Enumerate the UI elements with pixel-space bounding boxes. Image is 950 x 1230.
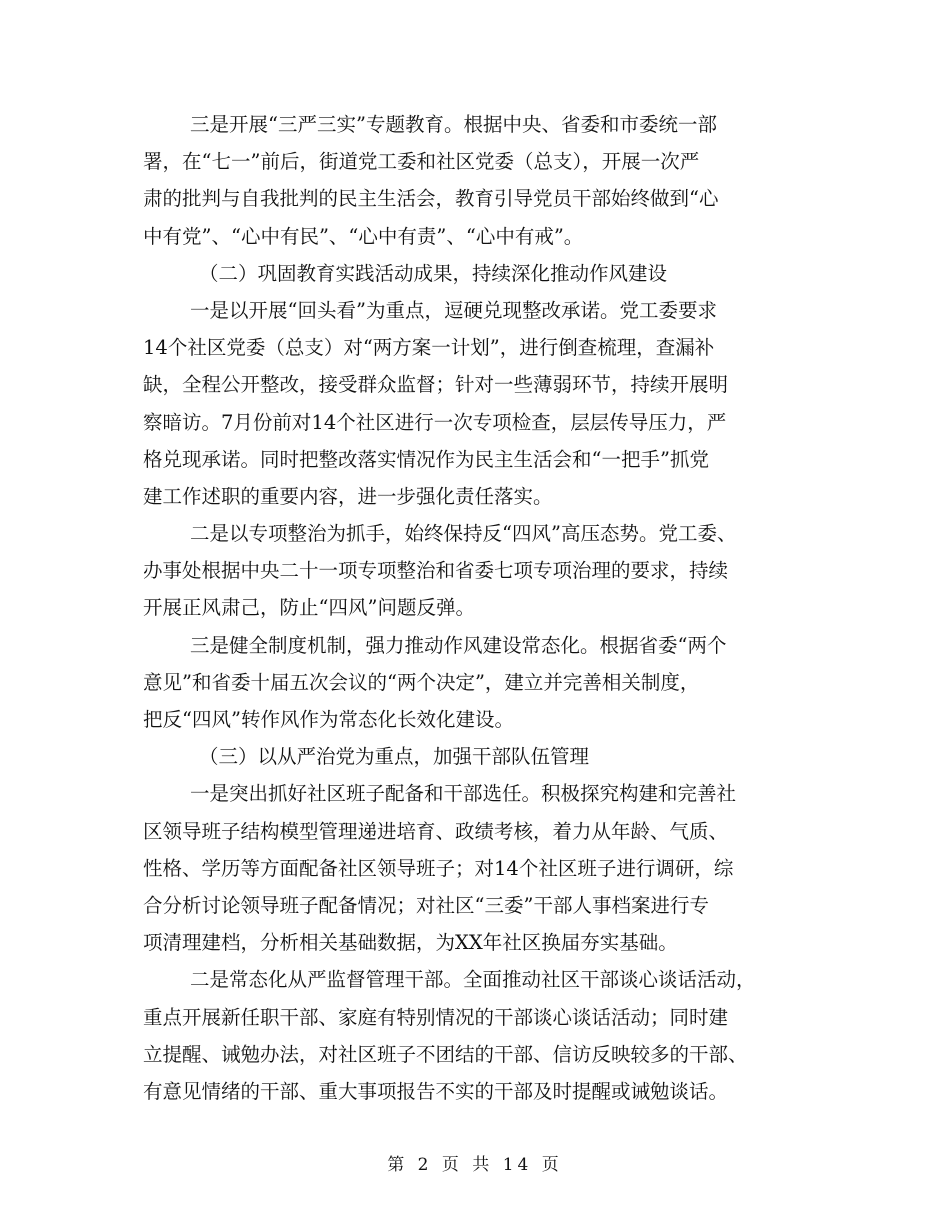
document-body	[143, 106, 813, 1110]
paragraph-line: 建工作述职的重要内容，进一步强化责任落实。	[143, 484, 553, 508]
paragraph-line: 14个社区党委（总支）对“两方案一计划”，进行倒查梳理，查漏补	[143, 336, 715, 360]
paragraph-line: 缺，全程公开整改，接受群众监督；针对一些薄弱环节，持续开展明	[143, 373, 729, 397]
paragraph-line: 格兑现承诺。同时把整改落实情况作为民主生活会和“一把手”抓党	[143, 447, 709, 471]
paragraph-line: 一是以开展“回头看”为重点，逗硬兑现整改承诺。党工委要求	[190, 298, 717, 322]
page-number: 第 2 页 共 14 页	[387, 1155, 563, 1175]
paragraph-line: 把反“四风”转作风作为常态化长效化建设。	[143, 708, 514, 731]
paragraph-line: 中有党”、“心中有民”、“心中有责”、“心中有戒”。	[143, 224, 584, 248]
paragraph-line: 立提醒、诫勉办法，对社区班子不团结的干部、信访反映较多的干部、	[143, 1042, 748, 1066]
paragraph-line: 三是开展“三严三实”专题教育。根据中央、省委和市委统一部	[190, 113, 717, 136]
paragraph-line: 合分析讨论领导班子配备情况；对社区“三委”干部人事档案进行专	[143, 893, 709, 917]
section-heading: （二）巩固教育实践活动成果，持续深化推动作风建设	[199, 261, 668, 285]
paragraph-line: 开展正风肃己，防止“四风”问题反弹。	[143, 596, 475, 620]
paragraph-line: 一是突出抓好社区班子配备和干部选任。积极探究构建和完善社	[190, 782, 737, 806]
section-heading: （三）以从严治党为重点，加强干部队伍管理	[199, 745, 590, 769]
paragraph-line: 肃的批判与自我批判的民主生活会，教育引导党员干部始终做到“心	[143, 187, 719, 211]
paragraph-line: 性格、学历等方面配备社区领导班子；对14个社区班子进行调研，综	[143, 856, 734, 880]
paragraph-line: 项清理建档，分析相关基础数据，为XX年社区换届夯实基础。	[143, 931, 678, 955]
paragraph-line: 三是健全制度机制，强力推动作风建设常态化。根据省委“两个	[190, 633, 727, 657]
paragraph-line: 二是以专项整治为抓手，始终保持反“四风”高压态势。党工委、	[190, 522, 737, 546]
paragraph-line: 二是常态化从严监督管理干部。全面推动社区干部谈心谈话活动，	[190, 968, 756, 992]
paragraph-line: 区领导班子结构模型管理递进培育、政绩考核，着力从年龄、气质、	[143, 819, 729, 843]
paragraph-line: 有意见情绪的干部、重大事项报告不实的干部及时提醒或诫勉谈话。	[143, 1079, 729, 1103]
paragraph-line: 重点开展新任职干部、家庭有特别情况的干部谈心谈话活动；同时建	[143, 1005, 729, 1029]
paragraph-line: 办事处根据中央二十一项专项整治和省委七项专项治理的要求，持续	[143, 559, 729, 583]
paragraph-line: 察暗访。7月份前对14个社区进行一次专项检查，层层传导压力，严	[143, 410, 727, 434]
paragraph-line: 署，在“七一”前后，街道党工委和社区党委（总支），开展一次严	[143, 150, 700, 174]
paragraph-line: 意见”和省委十届五次会议的“两个决定”，建立并完善相关制度，	[143, 670, 700, 694]
